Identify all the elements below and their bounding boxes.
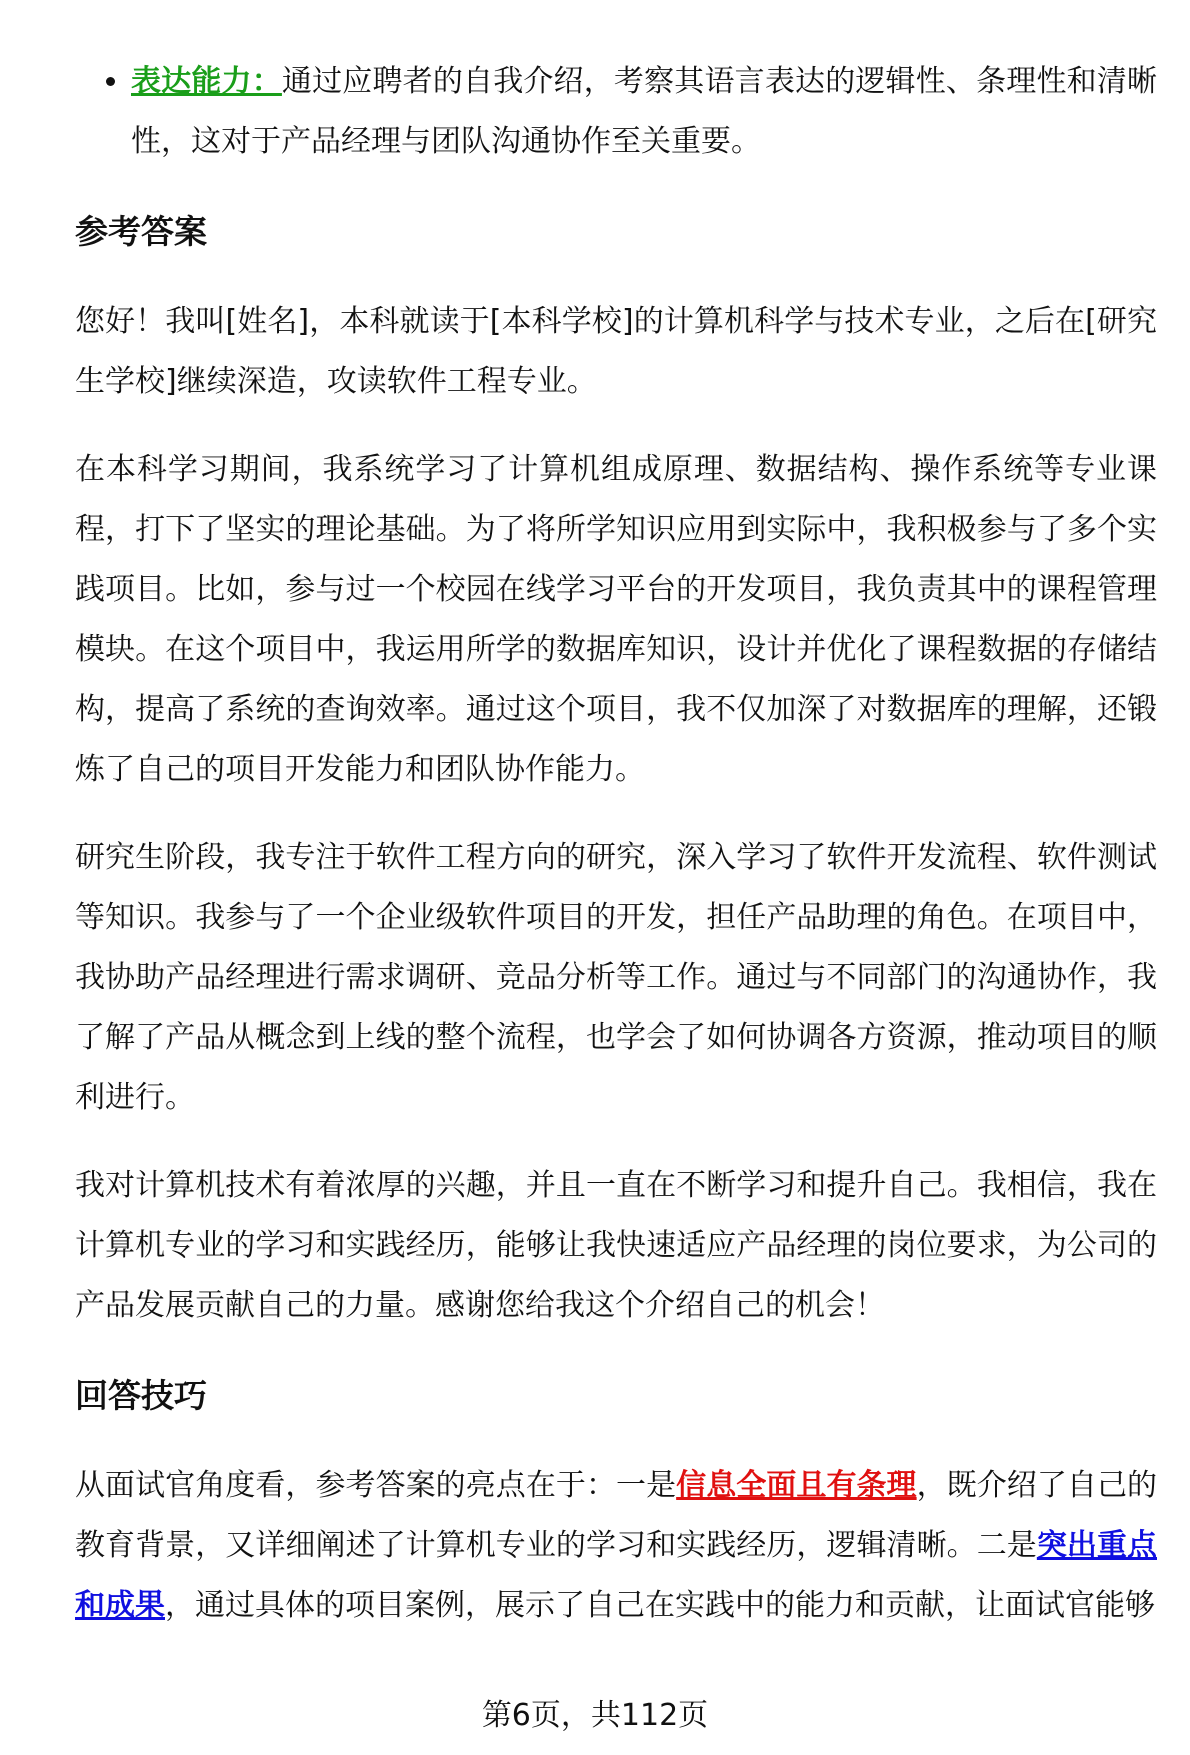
criteria-list: [75, 52, 1157, 172]
tips-paragraph: [75, 1456, 1157, 1636]
tips-text: ，既介绍了自己的教育背景，又详细阐述了计算机专业的学习和实践经历，逻辑清晰。二是: [75, 1468, 1158, 1563]
document-body: [75, 52, 1157, 1664]
section-heading-reference-answer: 参考答案: [75, 212, 207, 251]
highlight-blue: 突出重点和成果: [75, 1528, 1157, 1623]
answer-paragraph: 在本科学习期间，我系统学习了计算机组成原理、数据结构、操作系统等专业课程，打下了坚实的理论基础。为了将所学知识应用到实际中，我积极参与了多个实践项目。比如，参与过一个校园在线学习平台的开发项目，我负责其中的课程管理模块。在这个项目中，我运用所学的数据库知识，设计并优化了课程数据的存储结构，提高了系统的查询效率。通过这个项目，我不仅加深了对数据库的理解，还锻炼了自己的项目开发能力和团队协作能力。: [75, 452, 1157, 787]
tips-text: 从面试官角度看，参考答案的亮点在于：一是: [75, 1468, 677, 1503]
answer-paragraph: 您好！我叫[姓名]，本科就读于[本科学校]的计算机科学与技术专业，之后在[研究生学校]继续深造，攻读软件工程专业。: [75, 304, 1157, 399]
answer-paragraph: 研究生阶段，我专注于软件工程方向的研究，深入学习了软件开发流程、软件测试等知识。我参与了一个企业级软件项目的开发，担任产品助理的角色。在项目中，我协助产品经理进行需求调研、竞品分析等工作。通过与不同部门的沟通协作，我了解了产品从概念到上线的整个流程，也学会了如何协调各方资源，推动项目的顺利进行。: [75, 840, 1157, 1115]
answer-paragraph: 我对计算机技术有着浓厚的兴趣，并且一直在不断学习和提升自己。我相信，我在计算机专业的学习和实践经历，能够让我快速适应产品经理的岗位要求，为公司的产品发展贡献自己的力量。感谢您给我这个介绍自己的机会！: [75, 1168, 1157, 1323]
criterion-label: 表达能力：: [131, 64, 282, 99]
page-number: 第6页，共112页: [481, 1698, 709, 1733]
criterion-text: 通过应聘者的自我介绍，考察其语言表达的逻辑性、条理性和清晰性，这对于产品经理与团队沟通协作至关重要。: [131, 64, 1158, 159]
list-item: [131, 52, 1157, 172]
section-heading-tips: 回答技巧: [75, 1376, 207, 1415]
tips-text: ，通过具体的项目案例，展示了自己在实践中的能力和贡献，让面试官能够: [165, 1588, 1155, 1623]
highlight-red: 信息全面且有条理: [676, 1468, 917, 1503]
